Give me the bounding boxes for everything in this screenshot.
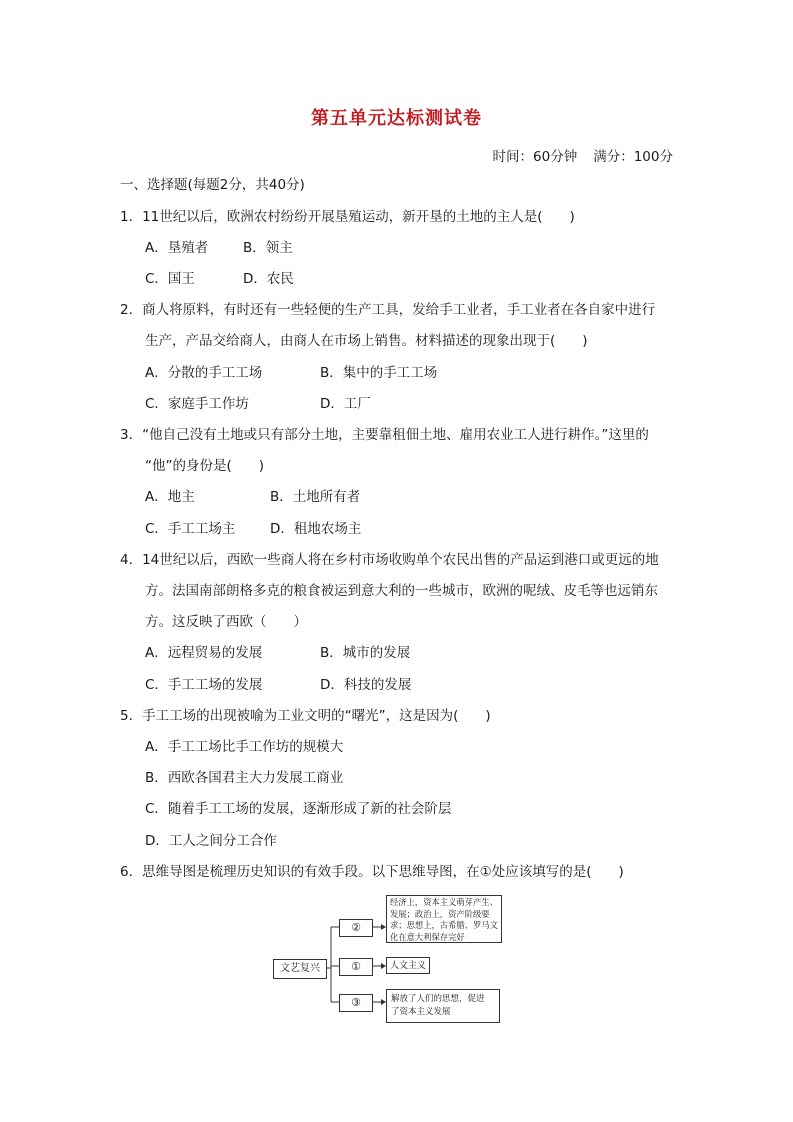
question-1-option-c[interactable]: C．国王 — [145, 271, 195, 287]
mind-map-node-1-detail: 人文主义 — [386, 957, 430, 974]
question-1-option-b[interactable]: B．领主 — [243, 240, 293, 256]
question-2-option-b[interactable]: B．集中的手工工场 — [320, 365, 438, 381]
exam-time: 时间：60分钟 — [492, 149, 578, 165]
question-4-option-d[interactable]: D．科技的发展 — [320, 677, 412, 693]
mind-map-node-3: ③ — [339, 994, 373, 1012]
question-4-stem-line-2: 方。法国南部朗格多克的粮食被运到意大利的一些城市，欧洲的呢绒、皮毛等也远销东 — [145, 583, 658, 599]
question-4-stem-line-1: 4．14世纪以后，西欧一些商人将在乡村市场收购单个农民出售的产品运到港口或更远的地 — [120, 552, 659, 568]
question-2-option-d[interactable]: D．工厂 — [320, 396, 371, 412]
question-5-option-b[interactable]: B．西欧各国君主大力发展工商业 — [145, 770, 344, 786]
question-5-option-c[interactable]: C．随着手工工场的发展，逐渐形成了新的社会阶层 — [145, 801, 452, 817]
question-2-option-c[interactable]: C．家庭手工作坊 — [145, 396, 249, 412]
question-3-option-b[interactable]: B．土地所有者 — [270, 489, 361, 505]
question-2-stem-line-1: 2．商人将原料，有时还有一些轻便的生产工具，发给手工业者，手工业者在各自家中进行 — [120, 302, 656, 318]
question-1-stem: 1．11世纪以后，欧洲农村纷纷开展垦殖运动，新开垦的土地的主人是( ) — [120, 209, 575, 225]
mind-map-node-2-detail: 经济上，资本主义萌芽产生、 发展；政治上，资产阶级要 求；思想上，古希腊、罗马文 化在意大利保存完好 — [386, 895, 502, 943]
question-1-option-a[interactable]: A．垦殖者 — [145, 240, 209, 256]
mind-map-diagram — [273, 893, 503, 1028]
question-3-option-a[interactable]: A．地主 — [145, 489, 195, 505]
question-6-stem: 6．思维导图是梳理历史知识的有效手段。以下思维导图，在①处应该填写的是( ) — [120, 864, 624, 880]
question-4-stem-line-3: 方。这反映了西欧（ ） — [145, 614, 307, 630]
exam-meta — [493, 145, 673, 165]
question-5-option-a[interactable]: A．手工工场比手工作坊的规模大 — [145, 739, 344, 755]
question-5-stem: 5．手工工场的出现被喻为工业文明的“曙光”，这是因为( ) — [120, 708, 491, 724]
question-1-option-d[interactable]: D．农民 — [243, 271, 294, 287]
section-heading: 一、选择题(每题2分，共40分) — [120, 177, 305, 193]
mind-map-node-3-detail: 解放了人们的思想，促进 了资本主义发展 — [386, 989, 500, 1023]
mind-map-root: 文艺复兴 — [273, 959, 327, 979]
question-3-option-d[interactable]: D．租地农场主 — [270, 521, 362, 537]
question-3-stem-line-2: “他”的身份是( ) — [145, 458, 265, 474]
mind-map-node-2: ② — [339, 919, 373, 937]
question-4-option-c[interactable]: C．手工工场的发展 — [145, 677, 263, 693]
question-3-option-c[interactable]: C．手工工场主 — [145, 521, 236, 537]
question-4-option-a[interactable]: A．远程贸易的发展 — [145, 645, 263, 661]
question-3-stem-line-1: 3．“他自己没有土地或只有部分土地，主要靠租佃土地、雇用农业工人进行耕作。”这里的 — [120, 427, 649, 443]
question-2-option-a[interactable]: A．分散的手工工场 — [145, 365, 263, 381]
mind-map-node-1: ① — [339, 958, 373, 976]
page-title: 第五单元达标测试卷 — [311, 108, 482, 129]
question-2-stem-line-2: 生产，产品交给商人，由商人在市场上销售。材料描述的现象出现于( ) — [145, 333, 588, 349]
question-5-option-d[interactable]: D．工人之间分工合作 — [145, 833, 277, 849]
exam-score: 满分：100分 — [593, 149, 673, 165]
question-4-option-b[interactable]: B．城市的发展 — [320, 645, 411, 661]
